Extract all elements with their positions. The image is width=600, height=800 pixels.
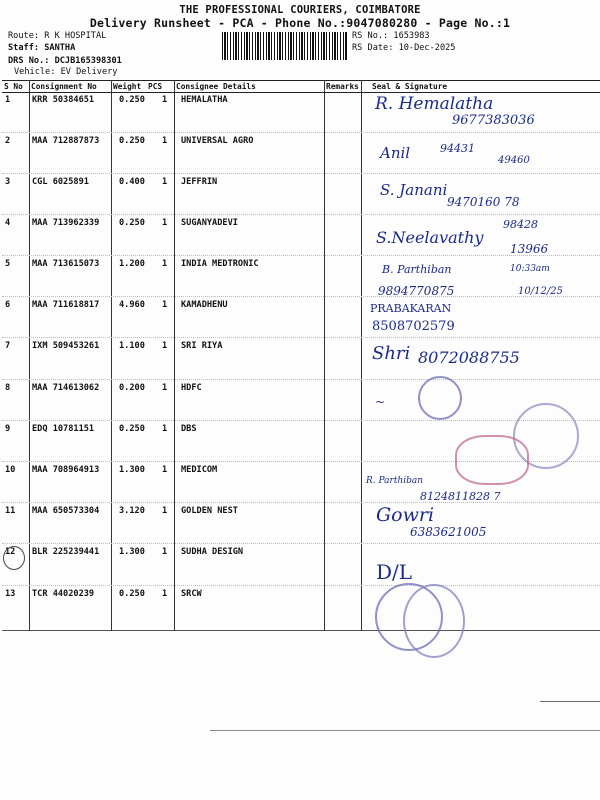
row-4-consignee: SUGANYADEVI [181, 218, 238, 228]
header-consignment: Consignment No [31, 82, 97, 91]
row-11-sno: 11 [5, 506, 16, 516]
row-10-weight: 1.300 [119, 465, 145, 475]
row-1-sno: 1 [5, 95, 11, 105]
row-12-pcs: 1 [162, 547, 168, 557]
circled-row-marker [3, 546, 25, 570]
signature-5-name: B. Parthiban [382, 263, 452, 276]
row-12-sno: 12 [5, 547, 16, 557]
row-8-consignee: HDFC [181, 383, 202, 393]
row-separator [2, 543, 600, 544]
row-2-weight: 0.250 [119, 136, 145, 146]
row-6-consignee: KAMADHENU [181, 300, 228, 310]
bank-seal-stamp [418, 376, 462, 420]
header-sno: S No [4, 82, 23, 91]
signature-4-line2: 13966 [510, 242, 549, 256]
row-12-consignment: BLR 225239441 [32, 547, 100, 557]
signature-11-name: Gowri [376, 504, 435, 526]
vehicle-label: Vehicle: EV Delivery [14, 67, 118, 77]
row-6-consignment: MAA 711618817 [32, 300, 100, 310]
row-separator [2, 379, 600, 380]
row-2-pcs: 1 [162, 136, 168, 146]
signature-2-line1: 94431 [440, 142, 475, 155]
column-divider [111, 80, 112, 631]
row-9-pcs: 1 [162, 424, 168, 434]
row-12-weight: 1.300 [119, 547, 145, 557]
row-7-weight: 1.100 [119, 341, 145, 351]
row-9-consignee: DBS [181, 424, 197, 434]
column-divider [29, 80, 30, 631]
row-separator [2, 296, 600, 297]
row-10-consignment: MAA 708964913 [32, 465, 100, 475]
row-10-pcs: 1 [162, 465, 168, 475]
row-3-consignment: CGL 6025891 [32, 177, 89, 187]
signature-10-name: R. Parthiban [366, 476, 424, 486]
row-separator [2, 173, 600, 174]
signature-7-phone: 8072088755 [418, 348, 520, 367]
row-13-consignment: TCR 44020239 [32, 589, 95, 599]
row-3-consignee: JEFFRIN [181, 177, 218, 187]
row-3-pcs: 1 [162, 177, 168, 187]
row-4-consignment: MAA 713962339 [32, 218, 100, 228]
row-9-consignment: EDQ 10781151 [32, 424, 95, 434]
signature-10-phone: 8124811828 7 [420, 490, 501, 503]
row-separator [2, 585, 600, 586]
row-1-pcs: 1 [162, 95, 168, 105]
barcode-image [222, 32, 348, 60]
row-5-sno: 5 [5, 259, 11, 269]
signature-2-name: Anil [380, 144, 411, 162]
signature-5-time: 10:33am [510, 264, 550, 274]
row-5-weight: 1.200 [119, 259, 145, 269]
signature-3-phone: 9470160 78 [447, 195, 520, 209]
college-seal-stamp [403, 584, 465, 658]
row-13-pcs: 1 [162, 589, 168, 599]
staff-label: Staff: SANTHA [8, 43, 76, 53]
rs-date: RS Date: 10-Dec-2025 [352, 43, 456, 53]
row-8-weight: 0.200 [119, 383, 145, 393]
table-top-border [2, 80, 600, 81]
row-11-consignee: GOLDEN NEST [181, 506, 238, 516]
row-1-consignment: KRR 50384651 [32, 95, 95, 105]
row-6-weight: 4.960 [119, 300, 145, 310]
signature-6-name: PRABAKARAN [370, 302, 452, 315]
header-remarks: Remarks [326, 82, 359, 91]
row-5-consignee: INDIA MEDTRONIC [181, 259, 259, 269]
header-pcs: PCS [148, 82, 163, 91]
header-consignee: Consignee Details [176, 82, 256, 91]
signature-2-line2: 49460 [498, 155, 530, 166]
row-2-sno: 2 [5, 136, 11, 146]
row-10-consignee: MEDICOM [181, 465, 218, 475]
row-1-weight: 0.250 [119, 95, 145, 105]
signature-6-phone: 8508702579 [372, 319, 455, 334]
row-11-consignment: MAA 650573304 [32, 506, 100, 516]
column-divider [174, 80, 175, 631]
row-8-pcs: 1 [162, 383, 168, 393]
signature-4-line1: 98428 [503, 218, 538, 231]
company-title: THE PROFESSIONAL COURIERS, COIMBATORE [179, 4, 421, 16]
column-divider [361, 80, 362, 631]
row-7-pcs: 1 [162, 341, 168, 351]
header-seal-signature: Seal & Signature [372, 82, 448, 91]
row-7-sno: 7 [5, 341, 11, 351]
signature-5-phone: 9894770875 [378, 284, 455, 298]
row-separator [2, 420, 600, 421]
row-5-consignment: MAA 713615073 [32, 259, 100, 269]
row-9-weight: 0.250 [119, 424, 145, 434]
row-4-sno: 4 [5, 218, 11, 228]
scan-edge-line [210, 730, 600, 731]
row-8-sno: 8 [5, 383, 11, 393]
row-4-weight: 0.250 [119, 218, 145, 228]
drs-number: DRS No.: DCJB165398301 [8, 56, 122, 66]
pink-seal-stamp [455, 435, 529, 485]
row-11-weight: 3.120 [119, 506, 145, 516]
row-separator [2, 502, 600, 503]
row-separator [2, 132, 600, 133]
signature-5-date: 10/12/25 [518, 286, 563, 297]
signature-12-mark: D/L [376, 560, 413, 584]
row-7-consignee: SRI RIYA [181, 341, 223, 351]
table-bottom-border [2, 630, 600, 631]
runsheet-subtitle: Delivery Runsheet - PCA - Phone No.:9047080280 - Page No.:1 [89, 16, 511, 30]
row-8-consignment: MAA 714613062 [32, 383, 100, 393]
row-5-pcs: 1 [162, 259, 168, 269]
row-10-sno: 10 [5, 465, 16, 475]
row-13-sno: 13 [5, 589, 16, 599]
rs-number: RS No.: 1653983 [352, 31, 430, 41]
row-3-weight: 0.400 [119, 177, 145, 187]
row-11-pcs: 1 [162, 506, 168, 516]
signature-7-name: Shri [372, 343, 411, 364]
row-6-pcs: 1 [162, 300, 168, 310]
signature-8-scrawl: ~ [375, 395, 386, 409]
row-separator [2, 337, 600, 338]
route-label: Route: R K HOSPITAL [8, 31, 107, 41]
scan-edge-line [540, 701, 600, 702]
row-7-consignment: IXM 509453261 [32, 341, 100, 351]
row-separator [2, 214, 600, 215]
row-13-consignee: SRCW [181, 589, 202, 599]
row-1-consignee: HEMALATHA [181, 95, 228, 105]
signature-1-name: R. Hemalatha [375, 94, 494, 114]
column-divider [324, 80, 325, 631]
row-9-sno: 9 [5, 424, 11, 434]
row-12-consignee: SUDHA DESIGN [181, 547, 244, 557]
row-2-consignee: UNIVERSAL AGRO [181, 136, 254, 146]
row-4-pcs: 1 [162, 218, 168, 228]
row-6-sno: 6 [5, 300, 11, 310]
signature-11-phone: 6383621005 [410, 525, 487, 539]
row-2-consignment: MAA 712887873 [32, 136, 100, 146]
row-13-weight: 0.250 [119, 589, 145, 599]
signature-4-name: S.Neelavathy [376, 228, 484, 247]
table-header-border [2, 92, 600, 93]
row-3-sno: 3 [5, 177, 11, 187]
header-weight: Weight [113, 82, 142, 91]
signature-3-name: S. Janani [380, 181, 448, 199]
signature-1-phone: 9677383036 [452, 113, 535, 128]
